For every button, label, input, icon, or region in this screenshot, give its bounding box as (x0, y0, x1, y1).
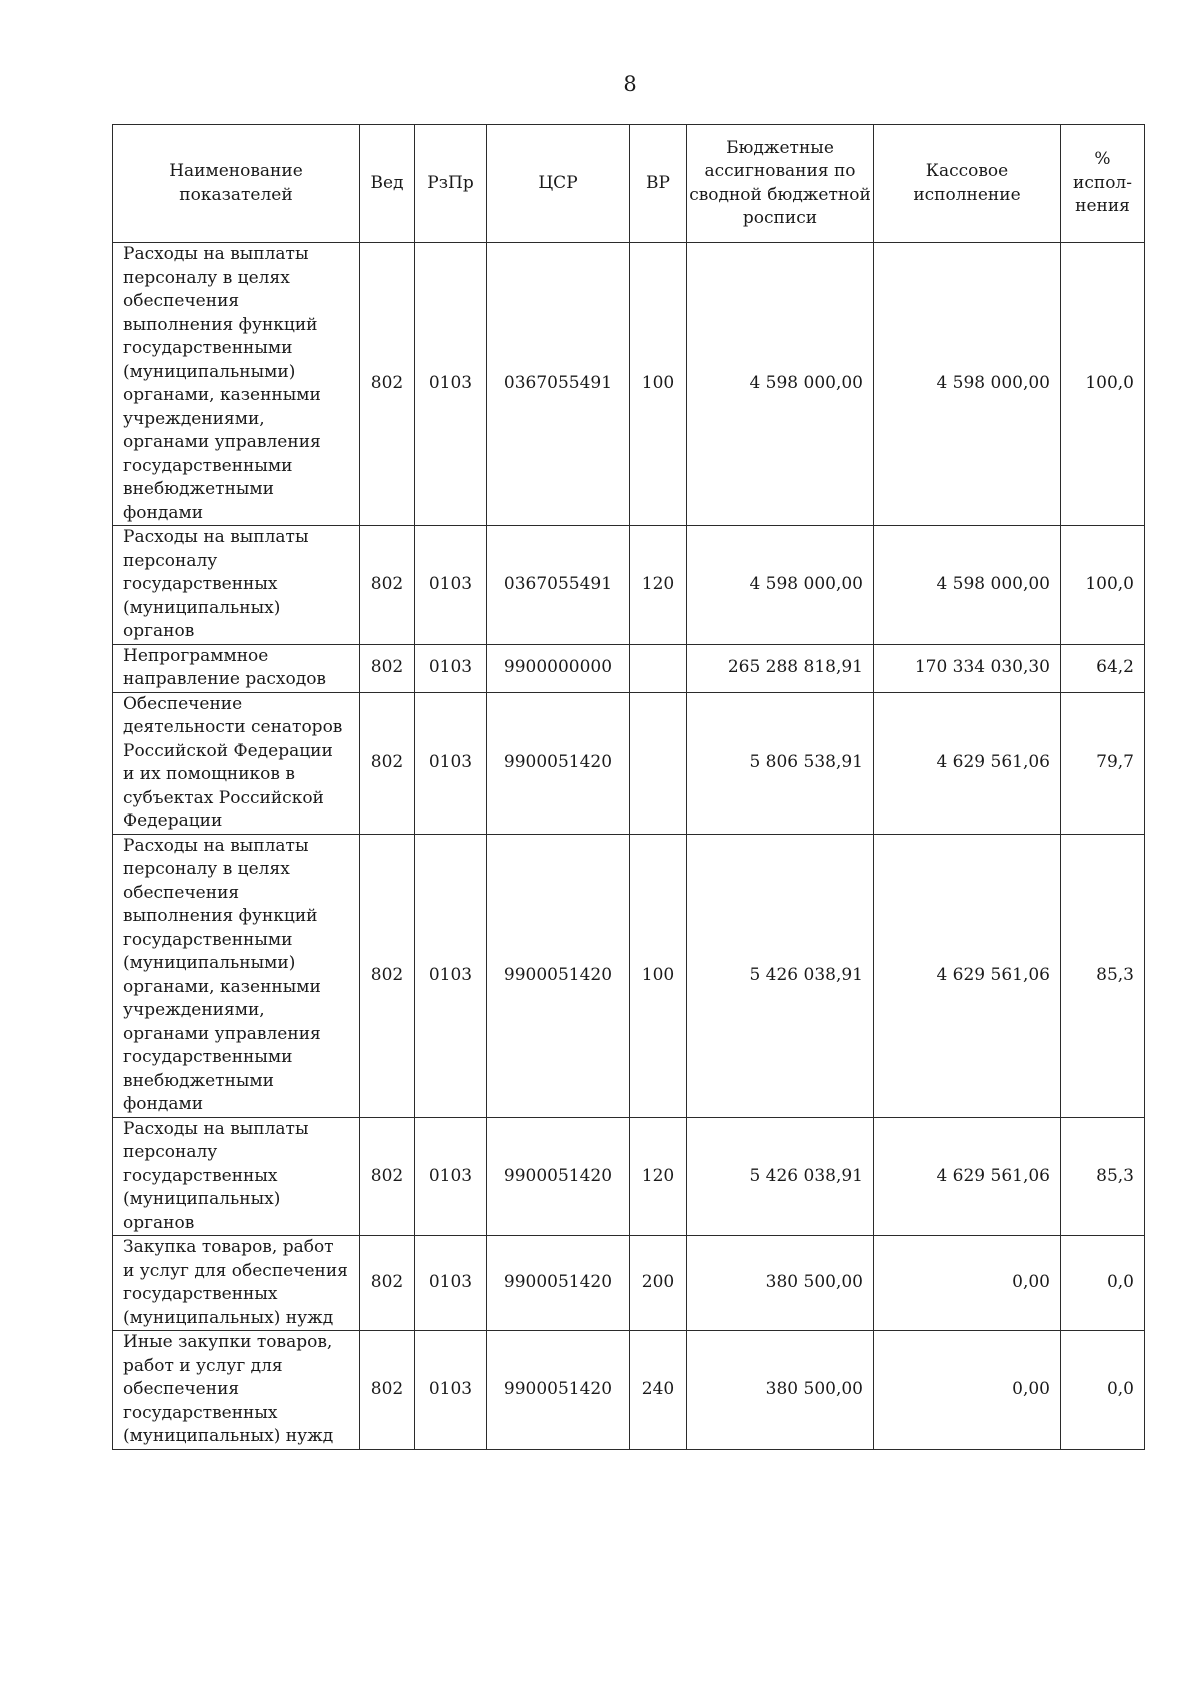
table-row (113, 1236, 1145, 1331)
row-vr (630, 644, 687, 692)
row-ved: 802 (360, 243, 415, 526)
row-percent: 100,0 (1061, 243, 1145, 526)
row-csr: 9900051420 (487, 834, 630, 1117)
row-csr: 0367055491 (487, 243, 630, 526)
row-percent: 100,0 (1061, 526, 1145, 645)
row-executed: 170 334 030,30 (874, 644, 1061, 692)
row-assigned: 5 426 038,91 (687, 834, 874, 1117)
row-name: Расходы на выплаты персоналу в целях обеспечения выполнения функций государственными (муниципальными) органами, казенными учреждениями, органами управления государственными внебюджетными фондами (113, 834, 360, 1117)
row-vr: 120 (630, 1117, 687, 1236)
row-executed: 4 629 561,06 (874, 692, 1061, 834)
row-csr: 0367055491 (487, 526, 630, 645)
row-assigned: 4 598 000,00 (687, 526, 874, 645)
row-rzpr: 0103 (415, 834, 487, 1117)
row-executed: 0,00 (874, 1331, 1061, 1450)
row-percent: 0,0 (1061, 1236, 1145, 1331)
row-name: Непрограммное направление расходов (113, 644, 360, 692)
table-row (113, 243, 1145, 526)
table-header-row (113, 125, 1145, 243)
header-percent: % испол-нения (1061, 125, 1145, 243)
row-assigned: 380 500,00 (687, 1236, 874, 1331)
header-vr: ВР (630, 125, 687, 243)
row-rzpr: 0103 (415, 1236, 487, 1331)
row-percent: 79,7 (1061, 692, 1145, 834)
row-csr: 9900051420 (487, 1117, 630, 1236)
row-name: Расходы на выплаты персоналу государственных (муниципальных) органов (113, 526, 360, 645)
row-vr: 200 (630, 1236, 687, 1331)
row-name: Иные закупки товаров, работ и услуг для обеспечения государственных (муниципальных) нужд (113, 1331, 360, 1450)
row-percent: 85,3 (1061, 834, 1145, 1117)
row-executed: 0,00 (874, 1236, 1061, 1331)
budget-execution-table (112, 124, 1145, 1450)
row-rzpr: 0103 (415, 1331, 487, 1450)
row-rzpr: 0103 (415, 1117, 487, 1236)
row-executed: 4 598 000,00 (874, 526, 1061, 645)
row-name: Закупка товаров, работ и услуг для обеспечения государственных (муниципальных) нужд (113, 1236, 360, 1331)
row-csr: 9900051420 (487, 692, 630, 834)
header-executed: Кассовое исполнение (874, 125, 1061, 243)
row-percent: 85,3 (1061, 1117, 1145, 1236)
row-ved: 802 (360, 1236, 415, 1331)
row-vr: 120 (630, 526, 687, 645)
header-csr: ЦСР (487, 125, 630, 243)
table-row (113, 1331, 1145, 1450)
table-row (113, 644, 1145, 692)
row-ved: 802 (360, 644, 415, 692)
row-assigned: 380 500,00 (687, 1331, 874, 1450)
row-rzpr: 0103 (415, 692, 487, 834)
row-name: Расходы на выплаты персоналу государственных (муниципальных) органов (113, 1117, 360, 1236)
row-vr: 100 (630, 834, 687, 1117)
header-ved: Вед (360, 125, 415, 243)
row-assigned: 5 426 038,91 (687, 1117, 874, 1236)
row-ved: 802 (360, 1331, 415, 1450)
row-name: Расходы на выплаты персоналу в целях обеспечения выполнения функций государственными (муниципальными) органами, казенными учреждениями, органами управления государственными внебюджетными фондами (113, 243, 360, 526)
row-assigned: 265 288 818,91 (687, 644, 874, 692)
header-name: Наименование показателей (113, 125, 360, 243)
row-ved: 802 (360, 692, 415, 834)
row-rzpr: 0103 (415, 243, 487, 526)
row-ved: 802 (360, 526, 415, 645)
row-executed: 4 629 561,06 (874, 1117, 1061, 1236)
table-row (113, 692, 1145, 834)
row-vr: 240 (630, 1331, 687, 1450)
table-row (113, 526, 1145, 645)
row-name: Обеспечение деятельности сенаторов Российской Федерации и их помощников в субъектах Российской Федерации (113, 692, 360, 834)
row-rzpr: 0103 (415, 526, 487, 645)
row-vr: 100 (630, 243, 687, 526)
page-number: 8 (623, 72, 637, 96)
row-assigned: 5 806 538,91 (687, 692, 874, 834)
header-assigned: Бюджетные ассигнования по сводной бюджетной росписи (687, 125, 874, 243)
table-row (113, 834, 1145, 1117)
row-ved: 802 (360, 1117, 415, 1236)
row-csr: 9900000000 (487, 644, 630, 692)
row-assigned: 4 598 000,00 (687, 243, 874, 526)
row-percent: 0,0 (1061, 1331, 1145, 1450)
row-rzpr: 0103 (415, 644, 487, 692)
row-vr (630, 692, 687, 834)
row-csr: 9900051420 (487, 1331, 630, 1450)
header-rzpr: РзПр (415, 125, 487, 243)
table-row (113, 1117, 1145, 1236)
row-executed: 4 598 000,00 (874, 243, 1061, 526)
row-percent: 64,2 (1061, 644, 1145, 692)
row-csr: 9900051420 (487, 1236, 630, 1331)
row-executed: 4 629 561,06 (874, 834, 1061, 1117)
row-ved: 802 (360, 834, 415, 1117)
